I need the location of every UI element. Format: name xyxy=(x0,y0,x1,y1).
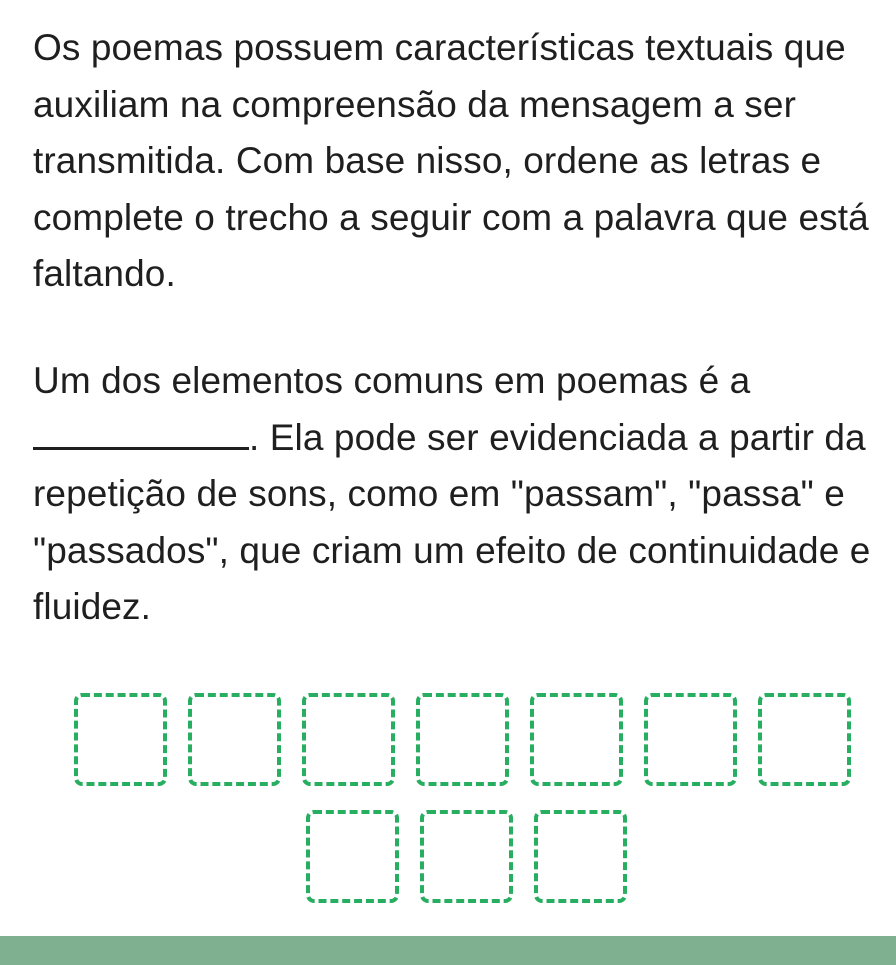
letter-slot-8[interactable] xyxy=(306,810,399,903)
excerpt-after-blank: . Ela pode ser evidenciada a partir da repetição de sons, como em "passam", "passa" e "passados", que criam um efeito de continuidade e fluidez. xyxy=(33,416,871,627)
letter-slot-7[interactable] xyxy=(758,693,851,786)
poem-excerpt xyxy=(33,353,878,636)
bottom-bar xyxy=(0,936,896,965)
letter-slot-5[interactable] xyxy=(530,693,623,786)
letter-slots-row-1 xyxy=(74,693,851,786)
letter-slot-1[interactable] xyxy=(74,693,167,786)
letter-slot-6[interactable] xyxy=(644,693,737,786)
letter-slot-9[interactable] xyxy=(420,810,513,903)
letter-slot-10[interactable] xyxy=(534,810,627,903)
letter-slots-row-2 xyxy=(306,810,627,903)
letter-slot-3[interactable] xyxy=(302,693,395,786)
instructions-text: Os poemas possuem características textuais que auxiliam na compreensão da mensagem a ser transmitida. Com base nisso, ordene as letras e complete o trecho a seguir com a palavra que está faltando. xyxy=(33,27,869,294)
letter-slot-2[interactable] xyxy=(188,693,281,786)
excerpt-before-blank: Um dos elementos comuns em poemas é a xyxy=(33,360,751,401)
letter-slot-4[interactable] xyxy=(416,693,509,786)
answer-blank xyxy=(33,417,249,450)
